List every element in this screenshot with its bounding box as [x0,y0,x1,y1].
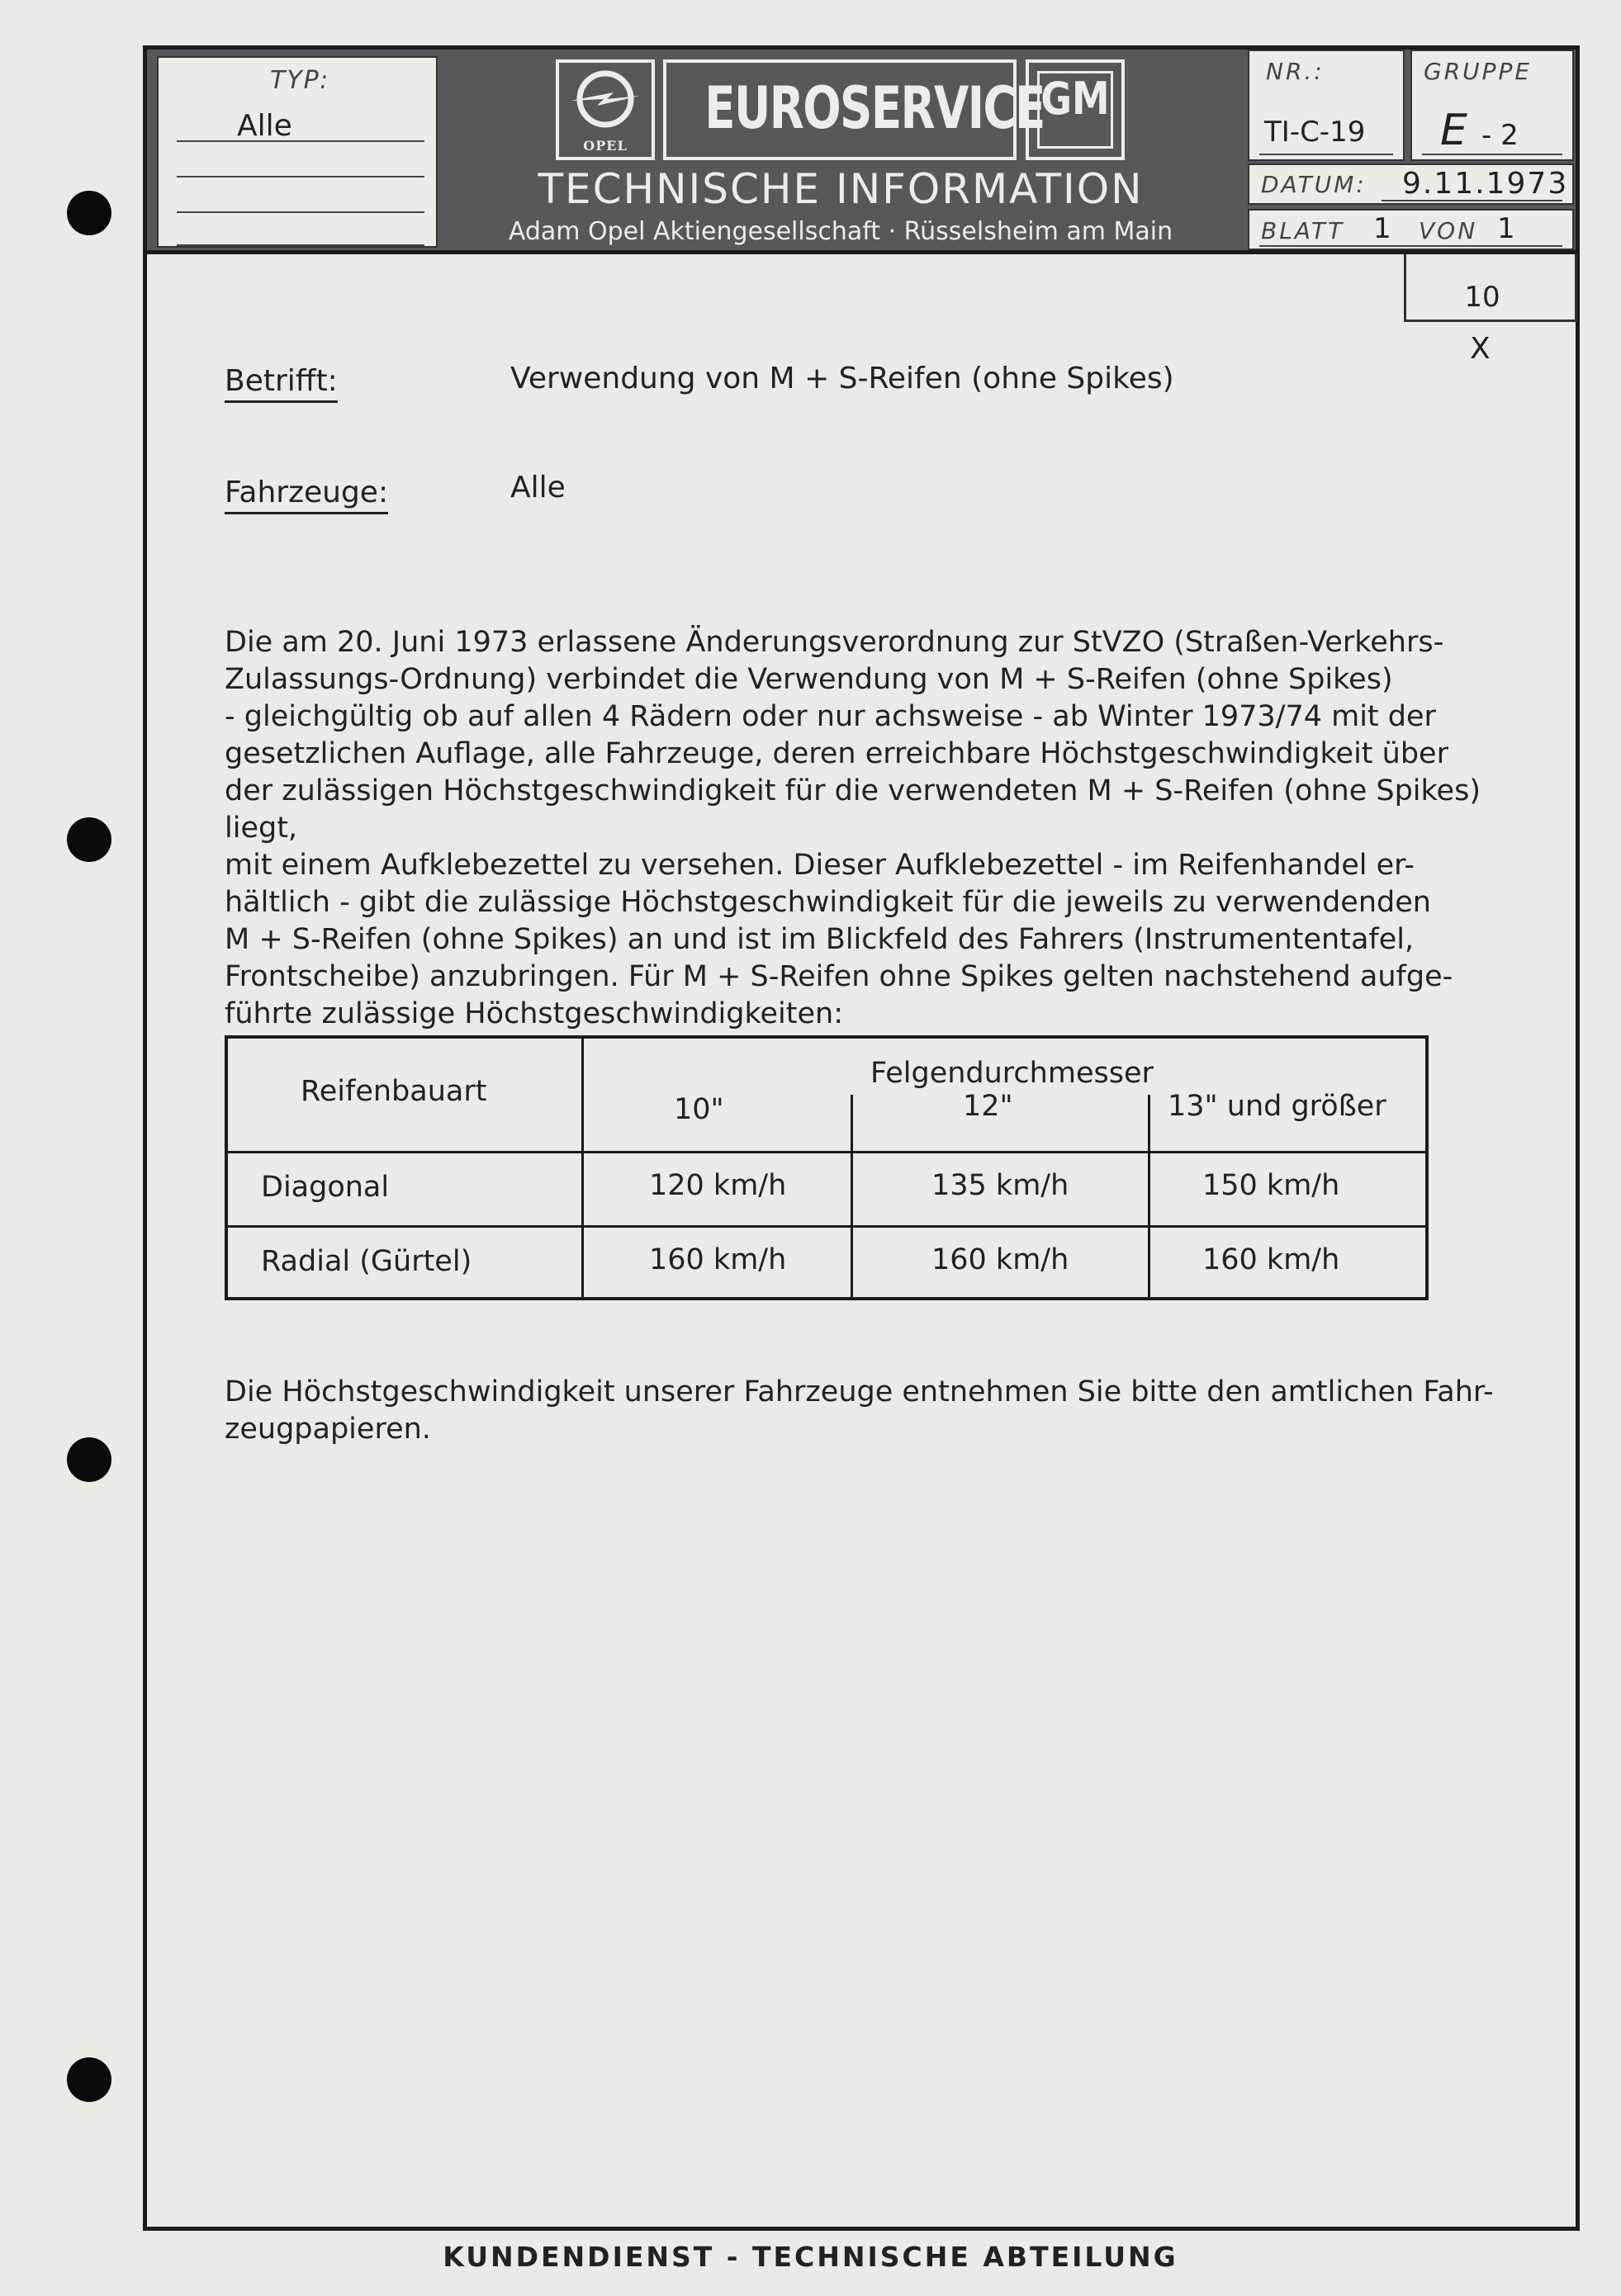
table-cell: 160 km/h [649,1243,787,1276]
vehicles-value: Alle [510,471,566,504]
brand-name: EUROSERVICE [704,74,1045,142]
table-header-col: 10" [674,1093,724,1126]
opel-logo-text: OPEL [583,138,628,154]
paragraph-line: - gleichgültig ob auf allen 4 Rädern oder nur achsweise - ab Winter 1973/74 mit der [225,700,1436,733]
gruppe-box [1410,50,1574,161]
binder-hole [67,817,111,862]
document-header [147,50,1576,254]
gruppe-letter: E [1440,106,1467,155]
datum-label: DATUM: [1261,171,1367,198]
subject-label: Betrifft: [225,364,338,403]
von-value: 1 [1497,212,1515,245]
table-vline [851,1095,853,1297]
paragraph-line: M + S-Reifen (ohne Spikes) an und ist im Blickfeld des Fahrers (Instrumententafel, [225,923,1415,956]
paragraph-line: gesetzlichen Auflage, alle Fahrzeuge, deren erreichbare Höchstgeschwindigkeit über [225,737,1448,770]
blatt-value: 1 [1373,212,1391,245]
side-code-value: 10 [1464,281,1500,314]
euroservice-logo [663,59,1045,160]
blatt-box [1248,209,1574,250]
gm-logo-text: GM [1040,73,1110,125]
document-title: TECHNISCHE INFORMATION [538,165,1144,213]
table-cell: 160 km/h [931,1243,1069,1276]
table-vline [1148,1095,1150,1297]
paragraph-line: Die am 20. Juni 1973 erlassene Änderungsverordnung zur StVZO (Straßen-Verkehrs- [225,626,1444,659]
subject-value: Verwendung von M + S-Reifen (ohne Spikes) [510,362,1174,395]
gruppe-number: - 2 [1481,119,1519,152]
table-header-group: Felgendurchmesser [870,1057,1154,1090]
paragraph-line: Zulassungs-Ordnung) verbindet die Verwendung von M + S-Reifen (ohne Spikes) [225,663,1393,696]
company-name: Adam Opel Aktiengesellschaft · Rüsselsheim am Main [508,217,1173,246]
datum-box [1248,163,1574,205]
table-row-type: Diagonal [261,1171,390,1204]
table-header-col: 12" [963,1090,1013,1123]
paragraph-line: der zulässigen Höchstgeschwindigkeit für die verwendeten M + S-Reifen (ohne Spikes) liegt, [225,774,1481,845]
side-code-mark: X [1470,332,1491,366]
gruppe-label: GRUPPE [1424,58,1533,85]
closing-line: Die Höchstgeschwindigkeit unserer Fahrzeuge entnehmen Sie bitte den amtlichen Fahr- [225,1375,1494,1408]
table-hline [228,1225,1425,1228]
datum-value: 9.11.1973 [1402,167,1569,201]
table-cell: 150 km/h [1202,1169,1340,1202]
gruppe-underline [1422,154,1562,155]
vehicles-label: Fahrzeuge: [225,476,388,514]
typ-line [177,176,424,178]
gm-logo [1026,59,1125,160]
binder-hole [67,191,111,235]
opel-blitz-icon [564,68,647,135]
blatt-underline [1259,245,1562,247]
typ-line [177,244,424,246]
typ-line [177,211,424,213]
datum-underline [1382,200,1562,201]
table-row-type: Radial (Gürtel) [261,1245,472,1278]
closing-paragraph [225,1374,1538,1448]
blatt-label: BLATT [1261,217,1345,244]
binder-hole [67,1437,111,1482]
nr-value: TI-C-19 [1264,116,1366,149]
paragraph-line: hältlich - gibt die zulässige Höchstgeschwindigkeit für die jeweils zu verwendenden [225,886,1431,919]
table-vline [581,1039,584,1297]
binder-hole [67,2057,111,2102]
typ-value: Alle [237,109,292,143]
table-header-type: Reifenbauart [301,1075,487,1108]
paragraph-line: Frontscheibe) anzubringen. Für M + S-Reifen ohne Spikes gelten nachstehend aufge- [225,960,1453,993]
nr-box [1248,50,1405,161]
typ-label: TYP: [270,66,330,95]
typ-box [157,56,438,248]
footer: KUNDENDIENST - TECHNISCHE ABTEILUNG [443,2241,1178,2273]
table-hline [228,1151,1425,1153]
opel-logo [556,59,655,160]
table-header-col: 13" und größer [1168,1090,1386,1123]
table-cell: 160 km/h [1202,1243,1340,1276]
paragraph-line: führte zulässige Höchstgeschwindigkeiten: [225,997,843,1030]
paragraph-line: mit einem Aufklebezettel zu versehen. Dieser Aufklebezettel - im Reifenhandel er- [225,849,1415,882]
table-cell: 135 km/h [931,1169,1069,1202]
closing-line: zeugpapieren. [225,1413,431,1446]
speed-table [225,1035,1429,1300]
nr-label: NR.: [1266,58,1325,85]
typ-line [177,140,424,142]
table-cell: 120 km/h [649,1169,787,1202]
body-paragraph [225,624,1538,1033]
nr-underline [1259,154,1393,155]
von-label: VON [1419,217,1478,244]
